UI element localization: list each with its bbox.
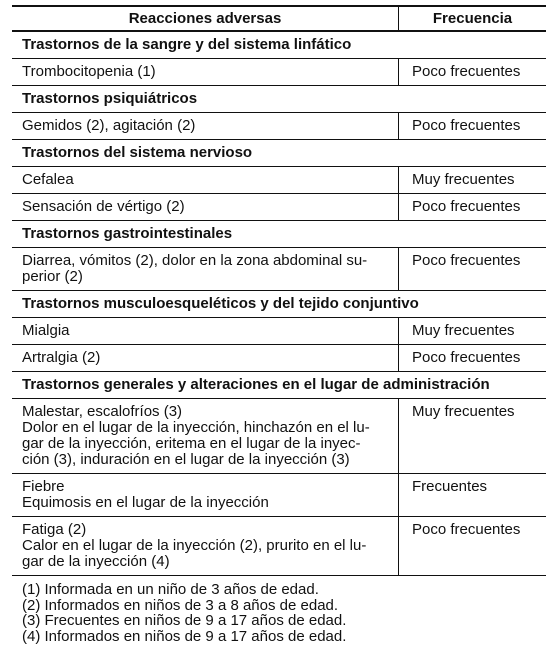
section-title: Trastornos del sistema nervioso: [12, 140, 546, 167]
table-row: [12, 345, 546, 372]
reaction-cell: Artralgia (2): [12, 345, 399, 371]
table-row: [12, 194, 546, 221]
table-body: [12, 32, 546, 576]
reaction-cell: Trombocitopenia (1): [12, 59, 399, 85]
frequency-cell: Muy frecuentes: [412, 171, 515, 188]
frequency-cell: Poco frecuentes: [412, 117, 521, 134]
table-row: [12, 59, 546, 86]
footnote: (2) Informados en niños de 3 a 8 años de edad.: [22, 596, 339, 614]
table-row: [12, 318, 546, 345]
header-reactions: Reacciones adversas: [12, 7, 399, 30]
footnote: (3) Frecuentes en niños de 9 a 17 años de edad.: [22, 612, 347, 629]
reaction-cell: Fiebre Equimosis en el lugar de la inyección: [12, 474, 399, 516]
table-row: [12, 167, 546, 194]
footnote: (1) Informada en un niño de 3 años de edad.: [22, 581, 319, 598]
frequency-cell: Muy frecuentes: [412, 322, 515, 339]
frequency-cell: Poco frecuentes: [412, 63, 521, 80]
table-row: [12, 517, 546, 576]
frequency-cell: Poco frecuentes: [412, 349, 521, 366]
reaction-cell: Fatiga (2) Calor en el lugar de la inyección (2), prurito en el lu- gar de la inyección (4): [12, 517, 399, 575]
table-row: [12, 474, 546, 517]
section-title: Trastornos psiquiátricos: [12, 86, 546, 113]
section-title: Trastornos de la sangre y del sistema linfático: [12, 32, 546, 59]
frequency-cell: Poco frecuentes: [412, 252, 521, 269]
frequency-cell: Frecuentes: [412, 478, 488, 495]
table-row: [12, 113, 546, 140]
adverse-reactions-table: [12, 5, 546, 576]
frequency-cell: Poco frecuentes: [412, 521, 521, 538]
table-row: [12, 399, 546, 474]
reaction-cell: Cefalea: [12, 167, 399, 193]
header-frequency: Frecuencia: [432, 10, 513, 27]
table-row: [12, 248, 546, 291]
reaction-cell: Diarrea, vómitos (2), dolor en la zona abdominal su- perior (2): [12, 248, 399, 290]
frequency-cell: Muy frecuentes: [412, 403, 515, 420]
footnote: (4) Informados en niños de 9 a 17 años de edad.: [22, 627, 347, 645]
reaction-cell: Malestar, escalofríos (3) Dolor en el lugar de la inyección, hinchazón en el lu- gar de la inyección, eritema en el lugar de la inyec- ción (3), induración en el lugar de la inyección (3): [12, 399, 399, 473]
section-title: Trastornos musculoesqueléticos y del tejido conjuntivo: [12, 291, 546, 318]
section-title: Trastornos gastrointestinales: [12, 221, 546, 248]
reaction-cell: Sensación de vértigo (2): [12, 194, 399, 220]
reaction-cell: Mialgia: [12, 318, 399, 344]
frequency-cell: Poco frecuentes: [412, 198, 521, 215]
table-header: [12, 5, 546, 32]
reaction-cell: Gemidos (2), agitación (2): [12, 113, 399, 139]
footnotes: [22, 582, 346, 644]
section-title: Trastornos generales y alteraciones en el lugar de administración: [12, 372, 546, 399]
